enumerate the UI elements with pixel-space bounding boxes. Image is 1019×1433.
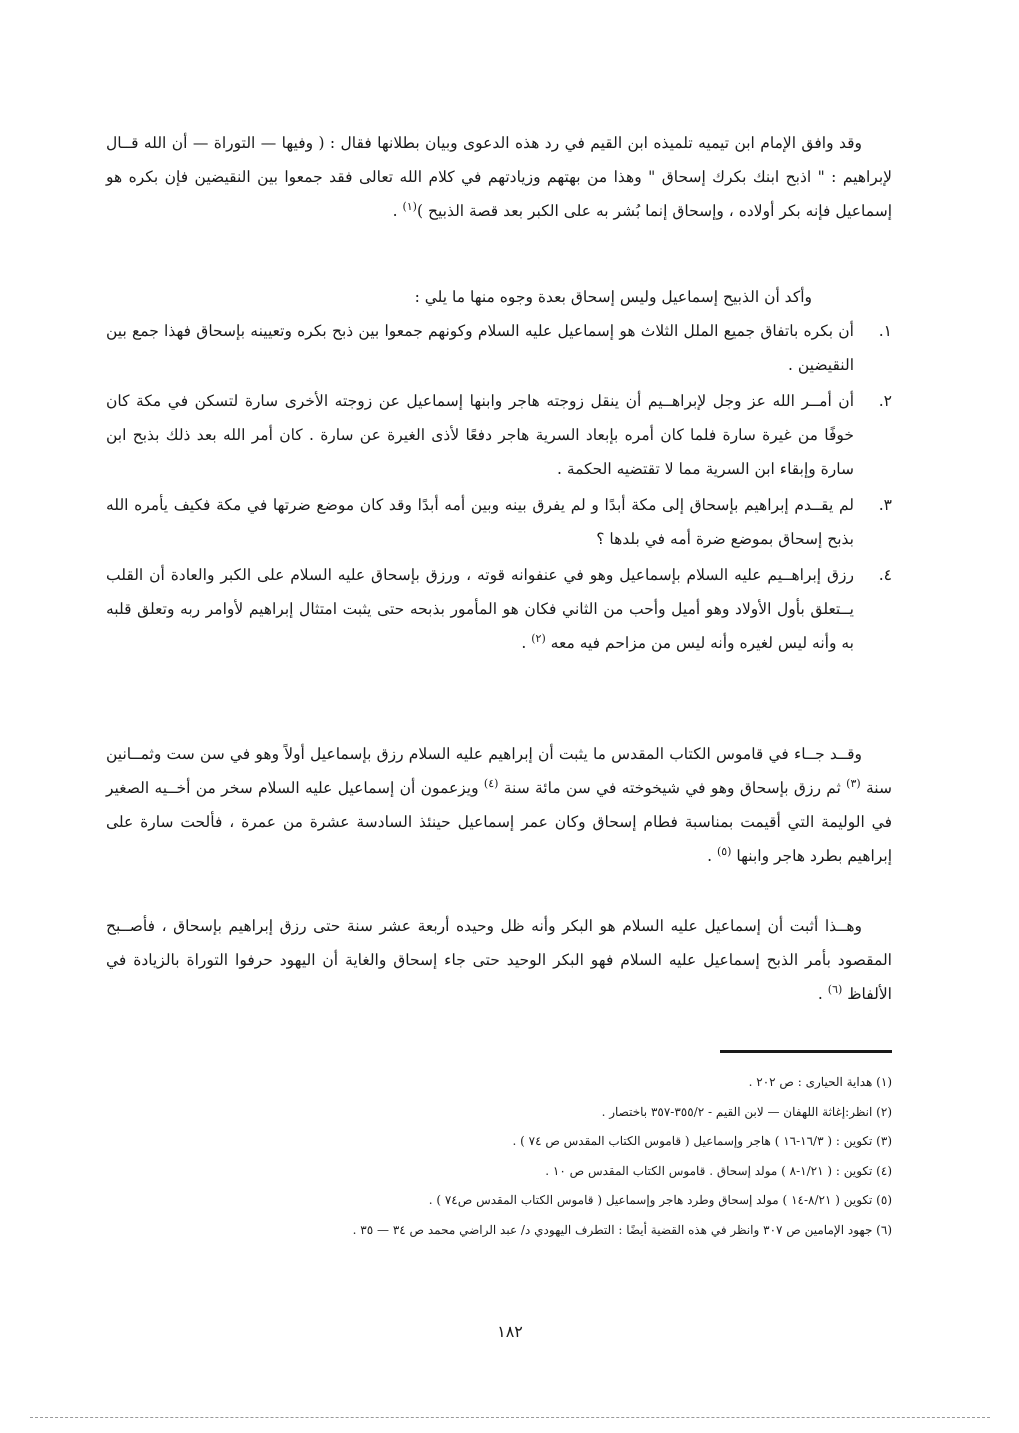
footnote-ref-1: (١): [402, 199, 417, 213]
para3-end: .: [817, 985, 828, 1003]
list-item-number: ٢.: [878, 392, 892, 410]
list-item: [106, 558, 892, 660]
footnote-item: (٤) تكوين : ( ١/٢١-٨ ) مولد إسحاق . قاموس الكتاب المقدس ص ١٠ .: [545, 1163, 892, 1178]
para2-part1: وقــد جــاء في قاموس الكتاب المقدس ما يثبت أن إبراهيم عليه السلام رزق بإسماعيل أولاً وهو في سن ست وثمــانين سنة: [106, 745, 892, 797]
footnotes-list: [192, 1068, 892, 1245]
list-item-text: [106, 314, 854, 382]
list-item: [106, 314, 892, 382]
page-number: ١٨٢: [497, 1322, 523, 1341]
bible-dictionary-text: [106, 737, 892, 873]
footnote-item: (١) هداية الحيارى : ص ٢٠٢ .: [748, 1075, 892, 1089]
footnote-ref-4: (٤): [483, 776, 499, 790]
lead-text: وأكد أن الذبيح إسماعيل وليس إسحاق بعدة وجوه منها ما يلي :: [414, 288, 812, 306]
scan-edge-divider: [30, 1417, 990, 1418]
conclusion-paragraph: [106, 909, 892, 1011]
intro-text-line: [106, 126, 892, 228]
list-item-body: رزق إبراهــيم عليه السلام بإسماعيل وهو في عنفوانه قوته ، ورزق بإسحاق عليه السلام على الكبر والعادة أن القلب يــتعلق بأول الأولاد وهو أميل وأحب من الثاني فكان هو المأمور بذبحه حتى يثبت امتثال إبراهيم لأوامر ربه وتعلق قلبه به وأنه ليس لغيره وأنه ليس من مزاحم فيه معه: [106, 566, 854, 652]
footnote-ref-5: (٥): [716, 844, 732, 858]
list-item-number: ١.: [878, 322, 892, 340]
list-item: [106, 384, 892, 486]
lead-paragraph: [106, 280, 842, 314]
footnote-divider: [720, 1050, 892, 1053]
list-item: [106, 488, 892, 556]
intro-end: .: [392, 202, 403, 220]
intro-paragraph: [106, 126, 892, 228]
list-item-body: أن أمــر الله عز وجل لإبراهــيم أن ينقل زوجته هاجر وابنها إسماعيل عن زوجته الأخرى سارة لتسكن في مكة كان خوفًا من غيرة سارة فلما كان أمره بإبعاد السرية هاجر دفعًا لأذى الغيرة عن سارة . كان أمر الله بعد ذلك بذبح ابن سارة وإبقاء ابن السرية مما لا تقتضيه الحكمة .: [106, 392, 854, 478]
list-item-text: رزق إبراهــيم عليه السلام بإسماعيل وهو في عنفوانه قوته ، ورزق بإسحاق عليه السلام على الكبر والعادة أن القلب يــتعلق بأول الأولاد وهو أميل وأحب من الثاني فكان هو المأمور بذبحه حتى يثبت امتثال إبراهيم لأوامر ربه وتعلق قلبه به وأنه ليس لغيره وأنه ليس من مزاحم فيه معه $^{(٢)}$ .: [106, 566, 854, 652]
reasons-list: [106, 314, 892, 660]
list-item-body: أن بكره باتفاق جميع الملل الثلاث هو إسماعيل عليه السلام وكونهم جمعوا بين ذبح بكره وتعيينه بإسحاق فهذا جمع بين النقيضين .: [106, 322, 854, 374]
reasons-list-block: [106, 314, 892, 662]
para3-text: وهــذا أثبت أن إسماعيل عليه السلام هو البكر وأنه ظل وحيده أربعة عشر سنة حتى رزق إبراهيم بإسحاق ، فأصــبح المقصود بأمر الذبح إسماعيل عليه السلام فهو البكر الوحيد حتى جاء إسحاق والغاية أن اليهود حرفوا التوراة بالزيادة في الألفاظ: [106, 917, 892, 1003]
footnote-item: (٥) تكوين ( ٨/٢١-١٤ ) مولد إسحاق وطرد هاجر وإسماعيل ( قاموس الكتاب المقدس ص٧٤ ) .: [428, 1193, 892, 1207]
footnote-item: (٢) انظر:إغاثة اللهفان — لابن القيم - ٣٥٥/٢-٣٥٧ باختصار .: [601, 1104, 892, 1119]
footnote-item: (٣) تكوين : ( ١٦/٣-١٦ ) هاجر وإسماعيل ( قاموس الكتاب المقدس ص ٧٤ ) .: [512, 1134, 892, 1148]
para2-part3: ويزعمون أن إسماعيل عليه السلام سخر من أخــيه الصغير في الوليمة التي أقيمت بمناسبة فطام إسحاق وكان عمر إسماعيل حينئذ السادسة عشرة من عمرة ، فألحت سارة على إبراهيم بطرد هاجر وابنها: [106, 779, 892, 865]
list-item-number: ٤.: [878, 566, 892, 584]
footnote-item: (٦) جهود الإمامين ص ٣٠٧ وانظر في هذه القضية أيضًا : التطرف اليهودي د/ عبد الراضي محمد ص ٣٤ — ٣٥ .: [352, 1222, 892, 1237]
conclusion-text: [106, 909, 892, 1011]
footnote-ref-6: (٦): [827, 982, 843, 996]
para2-end: .: [707, 847, 717, 865]
list-item-text: [106, 384, 854, 486]
bible-dictionary-paragraph: [106, 737, 892, 873]
list-item-text: [106, 488, 854, 556]
list-item-body: لم يقــدم إبراهيم بإسحاق إلى مكة أبدًا و لم يفرق بينه وبين أمه أبدًا وقد كان موضع ضرتها في مكة فكيف يأمره الله بذبح إسحاق بموضع ضرة أمه في بلدها ؟: [106, 496, 854, 548]
list-item-number: ٣.: [878, 496, 892, 514]
footnote-ref-3: (٣): [846, 776, 861, 790]
para2-part2: ثم رزق بإسحاق وهو في شيخوخته في سن مائة سنة: [503, 779, 847, 797]
footnote-ref-2: (٢): [531, 631, 546, 645]
intro-text: وقد وافق الإمام ابن تيميه تلميذه ابن القيم في رد هذه الدعوى وبيان بطلانها فقال : ( وفيها — التوراة — أن الله قــال لإبراهيم : " اذبح ابنك بكرك إسحاق " وهذا من بهتهم وزيادتهم في كلام الله تعالى فقد جمعوا بين النقيضين فإن بكره هو إسماعيل فإنه بكر أولاده ، وإسحاق إنما بُشر به على الكبر بعد قصة الذبيح ): [106, 134, 892, 220]
